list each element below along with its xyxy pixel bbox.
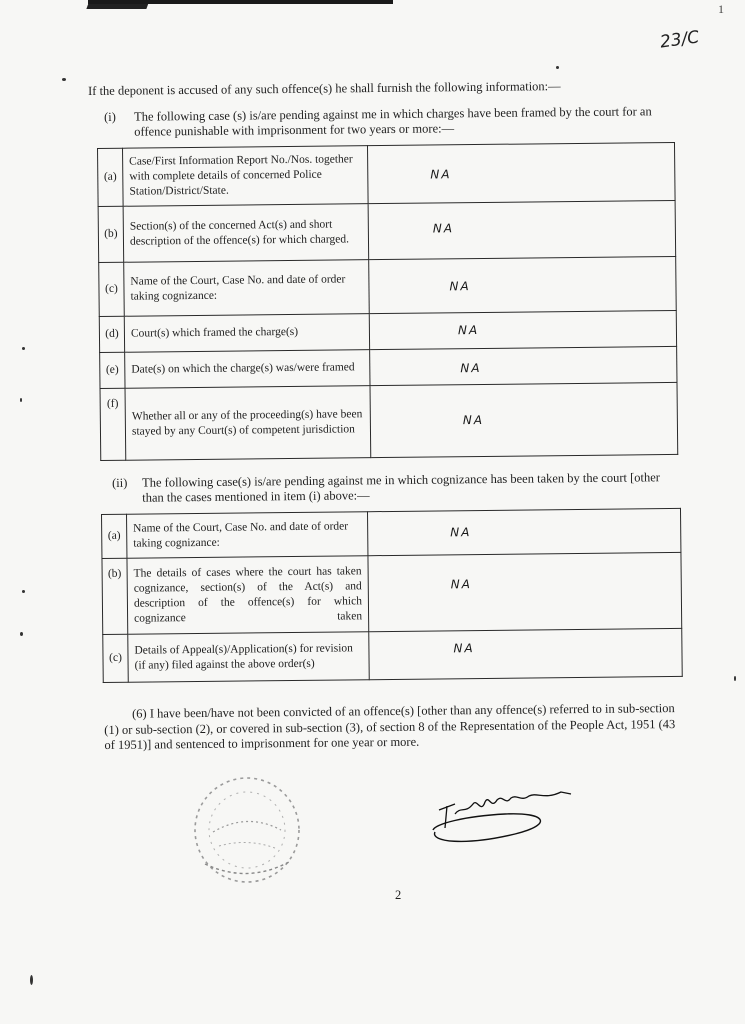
section-i-table — [97, 142, 678, 461]
table-row — [102, 508, 681, 558]
section-i-heading — [104, 104, 679, 140]
row-label: (b) — [98, 206, 124, 262]
handwritten-page-ref: 23/C — [658, 27, 701, 53]
section-i-text: The following case (s) is/are pending against me in which charges have been framed by the court for an offence punishable with imprisonment for two years or more:— — [133, 104, 652, 139]
table-row — [99, 256, 677, 316]
row-answer-cell — [370, 382, 678, 457]
section-ii-heading — [112, 470, 682, 506]
row-answer-cell — [368, 200, 676, 259]
row-description: The details of cases where the court has taken cognizance, section(s) of the Act(s) and description of the offence(s) for which cognizance taken — [127, 556, 369, 635]
section-ii-number: (ii) — [112, 475, 128, 490]
row-description: Name of the Court, Case No. and date of order taking cognizance: — [127, 512, 368, 559]
row-answer-cell — [367, 142, 675, 203]
row-label: (a) — [98, 148, 124, 206]
table-row — [98, 142, 676, 206]
row-description: Name of the Court, Case No. and date of order taking cognizance: — [124, 260, 370, 317]
row-description: Section(s) of the concerned Act(s) and short description of the offence(s) for which charged. — [123, 204, 369, 263]
section-i-number: (i) — [104, 109, 116, 124]
row-description: Date(s) on which the charge(s) was/were framed — [125, 350, 370, 389]
row-answer-cell — [369, 256, 677, 313]
row-answer-cell — [369, 310, 676, 349]
row-label: (b) — [102, 558, 128, 634]
row-answer-cell — [368, 552, 682, 631]
handwritten-answer: NA — [453, 641, 475, 656]
section-ii-table — [101, 508, 683, 683]
scan-speck — [62, 78, 66, 81]
notary-stamp — [185, 772, 310, 887]
scan-speck — [734, 676, 736, 681]
row-answer-cell — [370, 346, 677, 385]
handwritten-answer: NA — [462, 412, 485, 428]
table-row — [102, 552, 682, 634]
paragraph-6 — [104, 701, 686, 754]
row-label: (f) — [100, 388, 126, 460]
table-row — [98, 200, 676, 262]
handwritten-answer: NA — [460, 360, 482, 376]
row-answer-cell — [369, 628, 682, 679]
page-number: 2 — [395, 888, 402, 902]
row-description: Case/First Information Report No./Nos. together with complete details of concerned Police Station/District/State. — [123, 146, 369, 207]
table-row — [103, 628, 682, 682]
row-label: (c) — [99, 262, 125, 316]
row-description: Whether all or any of the proceeding(s) have been stayed by any Court(s) of competent jurisdiction — [125, 386, 371, 461]
scan-speck — [22, 347, 25, 350]
scan-speck — [22, 590, 25, 593]
intro-text: If the deponent is accused of any such offence(s) he shall furnish the following information:— — [88, 79, 561, 98]
row-label: (d) — [99, 316, 124, 352]
scan-speck — [20, 398, 22, 402]
deponent-signature — [425, 784, 585, 848]
scan-speck — [556, 66, 559, 69]
table-row — [99, 310, 676, 352]
handwritten-answer: NA — [450, 577, 473, 592]
handwritten-answer: NA — [430, 167, 452, 182]
handwritten-answer: NA — [449, 279, 471, 294]
row-answer-cell — [367, 508, 680, 555]
corner-mark: 1 — [718, 2, 724, 16]
scan-speck — [30, 975, 33, 985]
row-label: (e) — [100, 352, 125, 388]
row-description: Court(s) which framed the charge(s) — [124, 314, 369, 353]
handwritten-answer: NA — [450, 525, 472, 540]
handwritten-answer: NA — [457, 323, 480, 338]
top-rule — [88, 0, 393, 4]
handwritten-answer: NA — [432, 221, 455, 236]
section-ii-text: The following case(s) is/are pending against me in which cognizance has been taken by the court [other than the cases mentioned in item (i) above:— — [141, 470, 660, 505]
row-description: Details of Appeal(s)/Application(s) for revision (if any) filed against the above order(s) — [128, 632, 369, 683]
paragraph-6-text: (6) I have been/have not been convicted of an offence(s) [other than any offence(s) referred to in sub-section (1) or sub-section (2), or covered in sub-section (3), of section 8 of the Representation of the People Act, 1951 (43 of 1951)] and sentenced to imprisonment for one year or more. — [104, 701, 676, 752]
table-row — [100, 382, 678, 460]
row-label: (a) — [102, 514, 127, 558]
table-row — [100, 346, 677, 388]
scan-speck — [20, 632, 23, 636]
row-label: (c) — [103, 634, 129, 682]
